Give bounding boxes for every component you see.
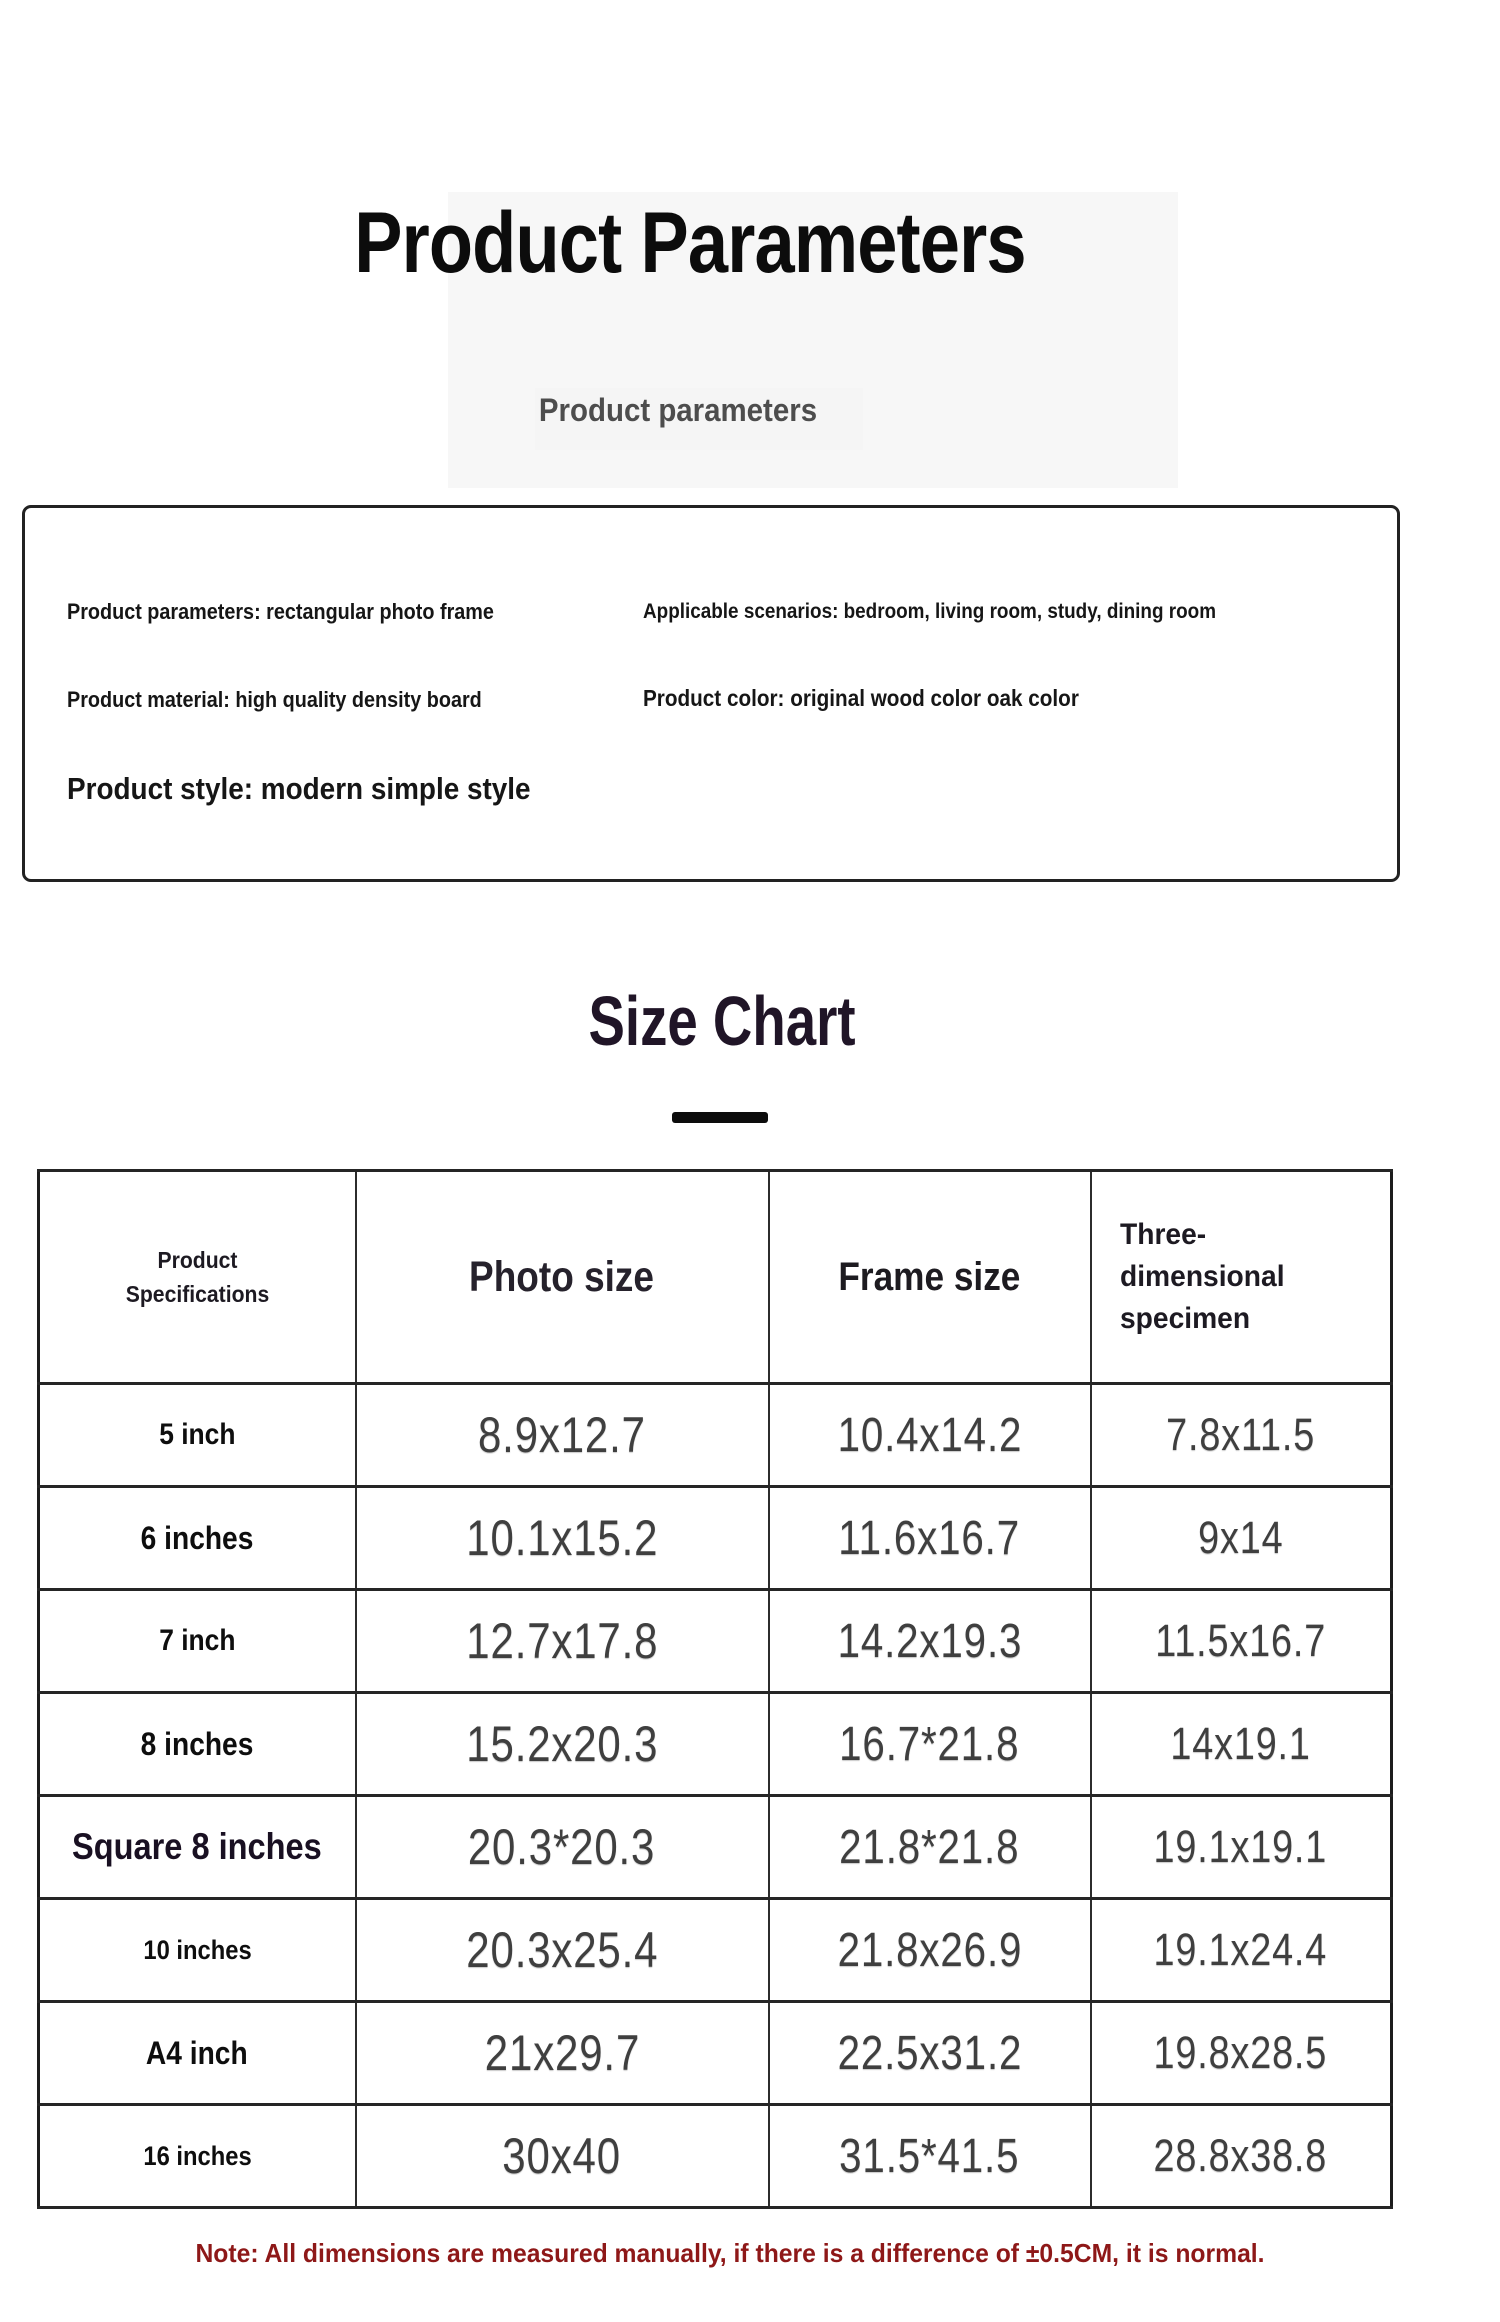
cell-frame-size: 11.6x16.7 [769,1487,1091,1590]
cell-frame-size: 21.8*21.8 [769,1796,1091,1899]
table-row [39,1796,1392,1899]
cell-frame-size: 22.5x31.2 [769,2002,1091,2105]
page-title: Product Parameters [354,195,1026,291]
measurement-note: Note: All dimensions are measured manually, if there is a difference of ±0.5CM, it is normal. [195,2238,1265,2268]
cell-photo-size: 20.3*20.3 [356,1796,769,1899]
cell-photo-size: 15.2x20.3 [356,1693,769,1796]
cell-photo-size: 20.3x25.4 [356,1899,769,2002]
product-parameters-box [22,505,1400,882]
cell-frame-size: 16.7*21.8 [769,1693,1091,1796]
cell-frame-size: 10.4x14.2 [769,1384,1091,1487]
cell-spec: 5 inch [39,1384,356,1487]
table-row [39,1693,1392,1796]
cell-spec: 8 inches [39,1693,356,1796]
cell-photo-size: 12.7x17.8 [356,1590,769,1693]
size-chart-title: Size Chart [588,982,856,1060]
table-row [39,1487,1392,1590]
cell-photo-size: 21x29.7 [356,2002,769,2105]
param-color: Product color: original wood color oak color [643,685,1079,711]
page-subtitle: Product parameters [538,392,818,428]
cell-spec: 16 inches [39,2105,356,2208]
cell-photo-size: 8.9x12.7 [356,1384,769,1487]
param-material: Product material: high quality density board [67,687,482,712]
header-photo-size: Photo size [356,1171,769,1384]
cell-spec: A4 inch [39,2002,356,2105]
cell-spec: 7 inch [39,1590,356,1693]
table-row [39,1384,1392,1487]
cell-specimen-size: 28.8x38.8 [1091,2105,1392,2208]
cell-specimen-size: 14x19.1 [1091,1693,1392,1796]
cell-specimen-size: 19.1x19.1 [1091,1796,1392,1899]
param-shape: Product parameters: rectangular photo frame [67,599,494,624]
header-product-specifications: Product Specifications [39,1171,356,1384]
cell-spec: 6 inches [39,1487,356,1590]
cell-specimen-size: 11.5x16.7 [1091,1590,1392,1693]
cell-specimen-size: 9x14 [1091,1487,1392,1590]
cell-frame-size: 21.8x26.9 [769,1899,1091,2002]
header-frame-size: Frame size [769,1171,1091,1384]
header-three-dimensional-specimen: Three-dimensional specimen [1091,1171,1392,1384]
table-row [39,2105,1392,2208]
size-chart-table [37,1169,1393,2209]
table-header-row [39,1171,1392,1384]
table-row [39,2002,1392,2105]
cell-frame-size: 14.2x19.3 [769,1590,1091,1693]
cell-spec: 10 inches [39,1899,356,2002]
cell-photo-size: 30x40 [356,2105,769,2208]
table-row [39,1590,1392,1693]
cell-specimen-size: 19.8x28.5 [1091,2002,1392,2105]
cell-spec: Square 8 inches [39,1796,356,1899]
cell-photo-size: 10.1x15.2 [356,1487,769,1590]
cell-frame-size: 31.5*41.5 [769,2105,1091,2208]
param-scenarios: Applicable scenarios: bedroom, living room, study, dining room [643,600,1217,623]
size-chart-underline [672,1112,768,1123]
cell-specimen-size: 7.8x11.5 [1091,1384,1392,1487]
table-row [39,1899,1392,2002]
cell-specimen-size: 19.1x24.4 [1091,1899,1392,2002]
param-style: Product style: modern simple style [67,771,531,806]
